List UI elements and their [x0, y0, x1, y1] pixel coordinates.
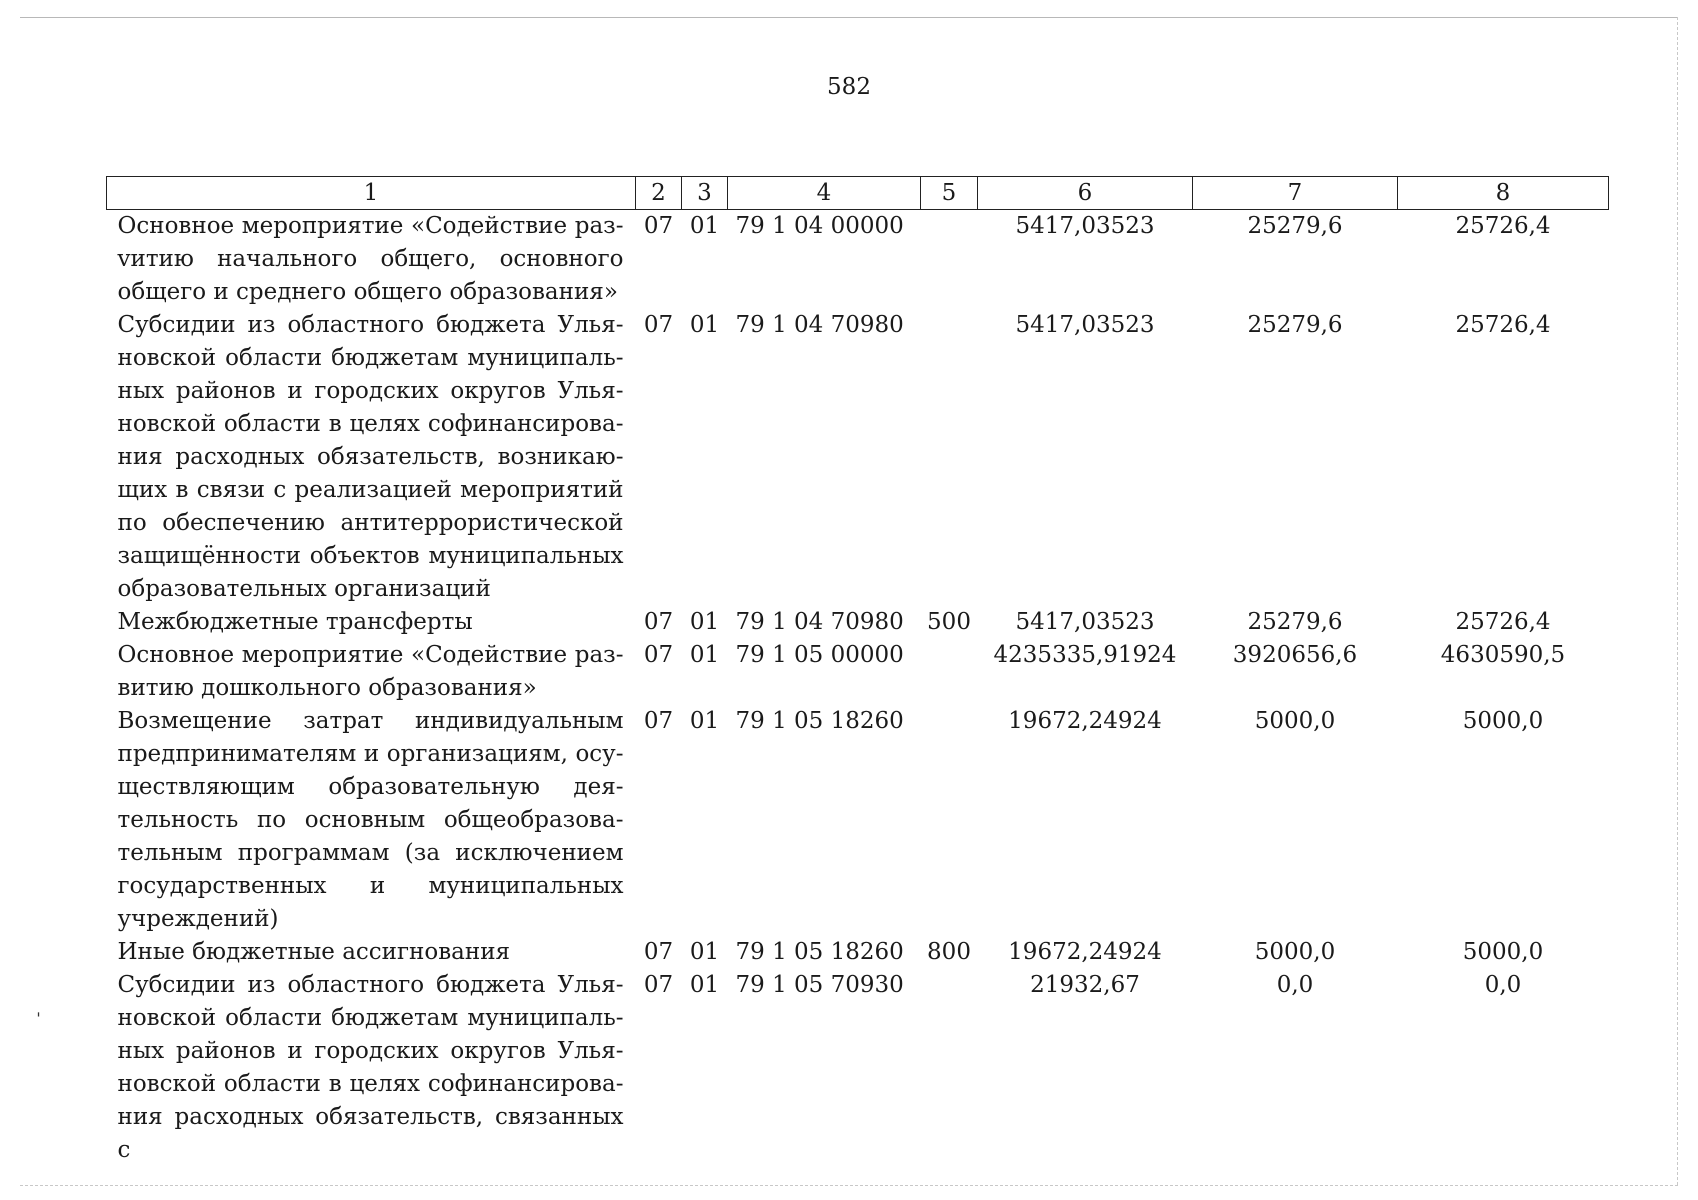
- row-amount-7: 25279,6: [1247, 213, 1343, 239]
- row-amount-8: 25726,4: [1455, 312, 1551, 338]
- row-amount-7: 25279,6: [1247, 609, 1343, 635]
- row-amount-6: 5417,03523: [1015, 213, 1155, 239]
- row-name: Иные бюджетные ассигнования: [117, 939, 511, 965]
- column-header: 7: [1193, 177, 1398, 210]
- column-header: 8: [1398, 177, 1609, 210]
- table-row: [107, 210, 1609, 310]
- row-name: Возмещение затрат индивидуальным предпринимателям и организациям, осуществляющим образовательную деятельность по основным общеобразовательным программам (за исключением государственных и муниципальных учреждений): [117, 708, 624, 932]
- row-amount-8: 0,0: [1484, 972, 1522, 998]
- row-name: Основное мероприятие «Содействие развитию дошкольного образования»: [117, 642, 624, 701]
- column-header: 1: [107, 177, 636, 210]
- row-amount-7: 5000,0: [1254, 708, 1336, 734]
- column-header: 2: [636, 177, 682, 210]
- row-subsection: 01: [689, 642, 720, 668]
- row-amount-6: 19672,24924: [1008, 708, 1162, 734]
- table-header-row: [107, 177, 1609, 210]
- table-row: [107, 969, 1609, 1167]
- scan-border-top: [20, 17, 1678, 18]
- row-target-code: 79 1 05 00000: [735, 642, 904, 668]
- table-row: [107, 309, 1609, 606]
- row-subsection: 01: [689, 708, 720, 734]
- column-header: 4: [728, 177, 921, 210]
- row-expense-type: [921, 210, 978, 310]
- row-amount-6: 19672,24924: [1008, 939, 1162, 965]
- row-target-code: 79 1 04 70980: [735, 609, 904, 635]
- row-name: Межбюджетные трансферты: [117, 609, 473, 635]
- table-row: [107, 639, 1609, 705]
- row-expense-type: 800: [927, 939, 971, 965]
- row-target-code: 79 1 05 70930: [735, 972, 904, 998]
- row-expense-type: [921, 969, 978, 1167]
- row-expense-type: [921, 309, 978, 606]
- row-name: Основное мероприятие «Содействие разvитию начального общего, основного общего и среднего общего образования»: [117, 213, 624, 305]
- row-amount-8: 25726,4: [1455, 609, 1551, 635]
- row-section: 07: [643, 708, 674, 734]
- row-amount-8: 5000,0: [1462, 708, 1544, 734]
- row-amount-8: 25726,4: [1455, 213, 1551, 239]
- row-target-code: 79 1 04 00000: [735, 213, 904, 239]
- row-subsection: 01: [689, 609, 720, 635]
- row-section: 07: [643, 312, 674, 338]
- page-number: 582: [827, 74, 871, 100]
- row-section: 07: [643, 213, 674, 239]
- row-name: Субсидии из областного бюджета Ульяновской области бюджетам муниципальных районов и городских округов Ульяновской области в целях софинансирования расходных обязательств, связанных с: [117, 972, 624, 1163]
- row-target-code: 79 1 05 18260: [735, 708, 904, 734]
- table-row: [107, 606, 1609, 639]
- table-row: [107, 936, 1609, 969]
- table-row: [107, 705, 1609, 936]
- row-name: Субсидии из областного бюджета Ульяновской области бюджетам муниципальных районов и городских округов Ульяновской области в целях софинансирования расходных обязательств, возникающих в связи с реализацией мероприятий по обеспечению антитеррористической защищённости объектов муниципальных образовательных организаций: [117, 312, 624, 602]
- row-section: 07: [643, 642, 674, 668]
- column-header: 3: [682, 177, 728, 210]
- row-subsection: 01: [689, 312, 720, 338]
- row-expense-type: [921, 639, 978, 705]
- row-subsection: 01: [689, 213, 720, 239]
- row-amount-6: 5417,03523: [1015, 609, 1155, 635]
- row-amount-7: 3920656,6: [1232, 642, 1358, 668]
- column-header: 5: [921, 177, 978, 210]
- row-amount-7: 25279,6: [1247, 312, 1343, 338]
- row-amount-6: 21932,67: [1030, 972, 1140, 998]
- row-amount-7: 5000,0: [1254, 939, 1336, 965]
- row-amount-8: 4630590,5: [1440, 642, 1566, 668]
- row-target-code: 79 1 05 18260: [735, 939, 904, 965]
- scan-border-bottom: [20, 1185, 1678, 1186]
- row-subsection: 01: [689, 972, 720, 998]
- row-amount-8: 5000,0: [1462, 939, 1544, 965]
- row-section: 07: [643, 609, 674, 635]
- row-section: 07: [643, 939, 674, 965]
- row-expense-type: [921, 705, 978, 936]
- row-target-code: 79 1 04 70980: [735, 312, 904, 338]
- scan-speck: ˈ: [36, 1010, 41, 1031]
- column-header: 6: [978, 177, 1193, 210]
- row-amount-6: 4235335,91924: [993, 642, 1177, 668]
- row-subsection: 01: [689, 939, 720, 965]
- scan-border-right: [1677, 17, 1678, 1185]
- row-amount-7: 0,0: [1276, 972, 1314, 998]
- row-expense-type: 500: [927, 609, 971, 635]
- row-amount-6: 5417,03523: [1015, 312, 1155, 338]
- budget-table: [106, 176, 1609, 1167]
- row-section: 07: [643, 972, 674, 998]
